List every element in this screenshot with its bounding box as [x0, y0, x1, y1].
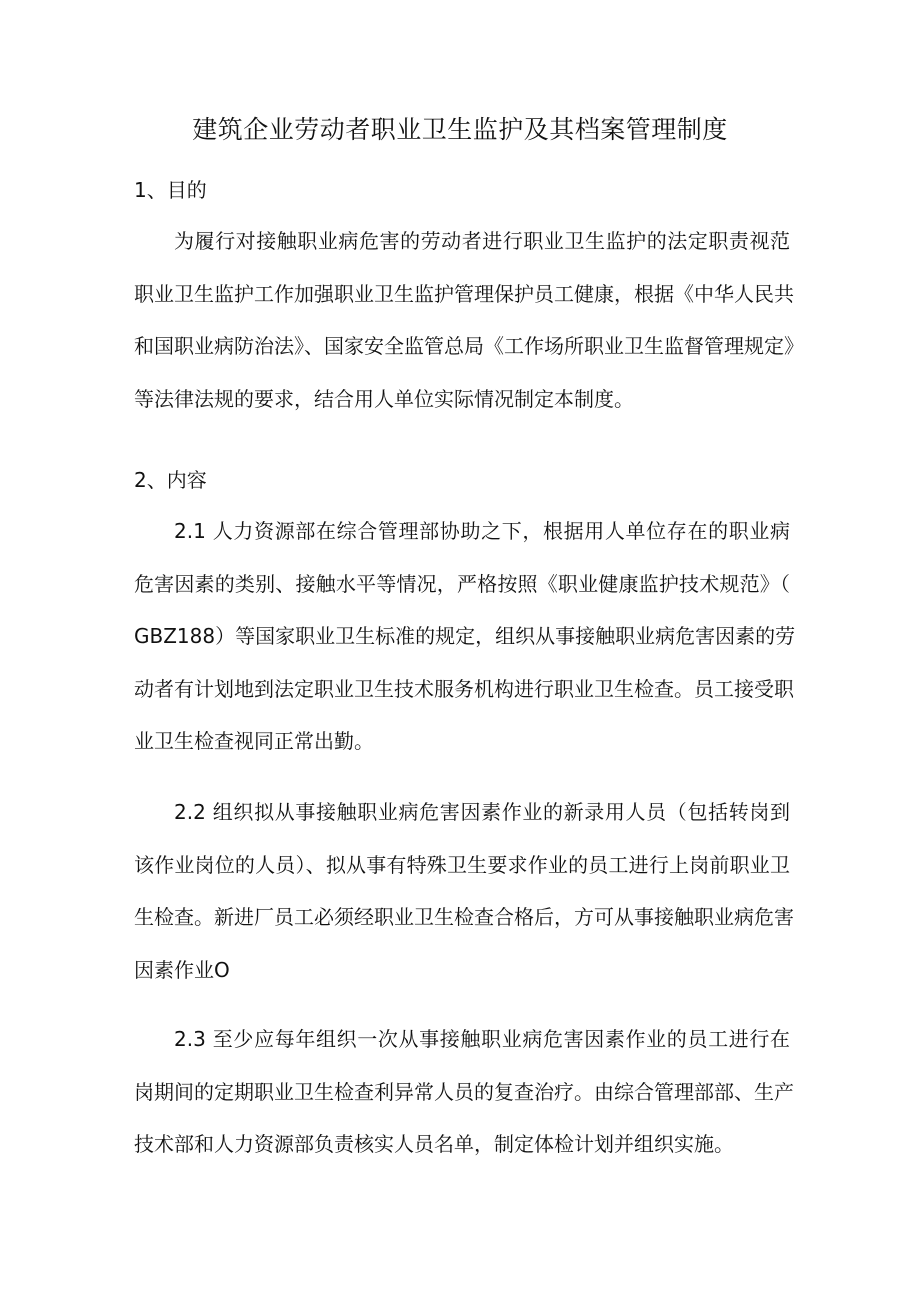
paragraph-2-2	[134, 786, 794, 996]
paragraph-line: 等法律法规的要求，结合用人单位实际情况制定本制度。	[134, 386, 634, 411]
paragraph-line: 技术部和人力资源部负责核实人员名单，制定体检计划并组织实施。	[134, 1132, 734, 1157]
paragraph-line: 危害因素的类别、接触水平等情况，严格按照《职业健康监护技术规范》（	[134, 571, 790, 596]
paragraph-line: 业卫生检查视同正常出勤。	[134, 729, 374, 754]
paragraph-line: 动者有计划地到法定职业卫生技术服务机构进行职业卫生检查。员工接受职	[134, 676, 794, 701]
section-heading-content: 2、内容	[134, 468, 207, 492]
paragraph-2-1	[134, 505, 796, 768]
section-heading-purpose: 1、目的	[134, 178, 207, 202]
paragraph-line: 该作业岗位的人员）、拟从事有特殊卫生要求作业的员工进行上岗前职业卫	[134, 852, 790, 877]
document-title: 建筑企业劳动者职业卫生监护及其档案管理制度	[192, 115, 728, 144]
paragraph-line: 和国职业病防治法》、国家安全监管总局《工作场所职业卫生监督管理规定》	[134, 334, 804, 359]
paragraph-line: 为履行对接触职业病危害的劳动者进行职业卫生监护的法定职责视范	[174, 229, 790, 253]
paragraph-line: 2.2 组织拟从事接触职业病危害因素作业的新录用人员（包括转岗到	[174, 800, 790, 824]
paragraph-purpose	[134, 215, 804, 425]
paragraph-line: 职业卫生监护工作加强职业卫生监护管理保护员工健康，根据《中华人民共	[134, 281, 794, 306]
paragraph-line: GBZ188）等国家职业卫生标准的规定，组织从事接触职业病危害因素的劳	[134, 624, 796, 649]
paragraph-line: 2.3 至少应每年组织一次从事接触职业病危害因素作业的员工进行在	[174, 1027, 790, 1051]
paragraph-line: 因素作业O	[134, 957, 230, 982]
paragraph-line: 岗期间的定期职业卫生检查利异常人员的复查治疗。由综合管理部部、生产	[134, 1079, 794, 1104]
paragraph-line: 2.1 人力资源部在综合管理部协助之下，根据用人单位存在的职业病	[174, 519, 790, 543]
paragraph-line: 生检查。新进厂员工必须经职业卫生检查合格后，方可从事接触职业病危害	[134, 905, 794, 930]
paragraph-2-3	[134, 1013, 794, 1171]
